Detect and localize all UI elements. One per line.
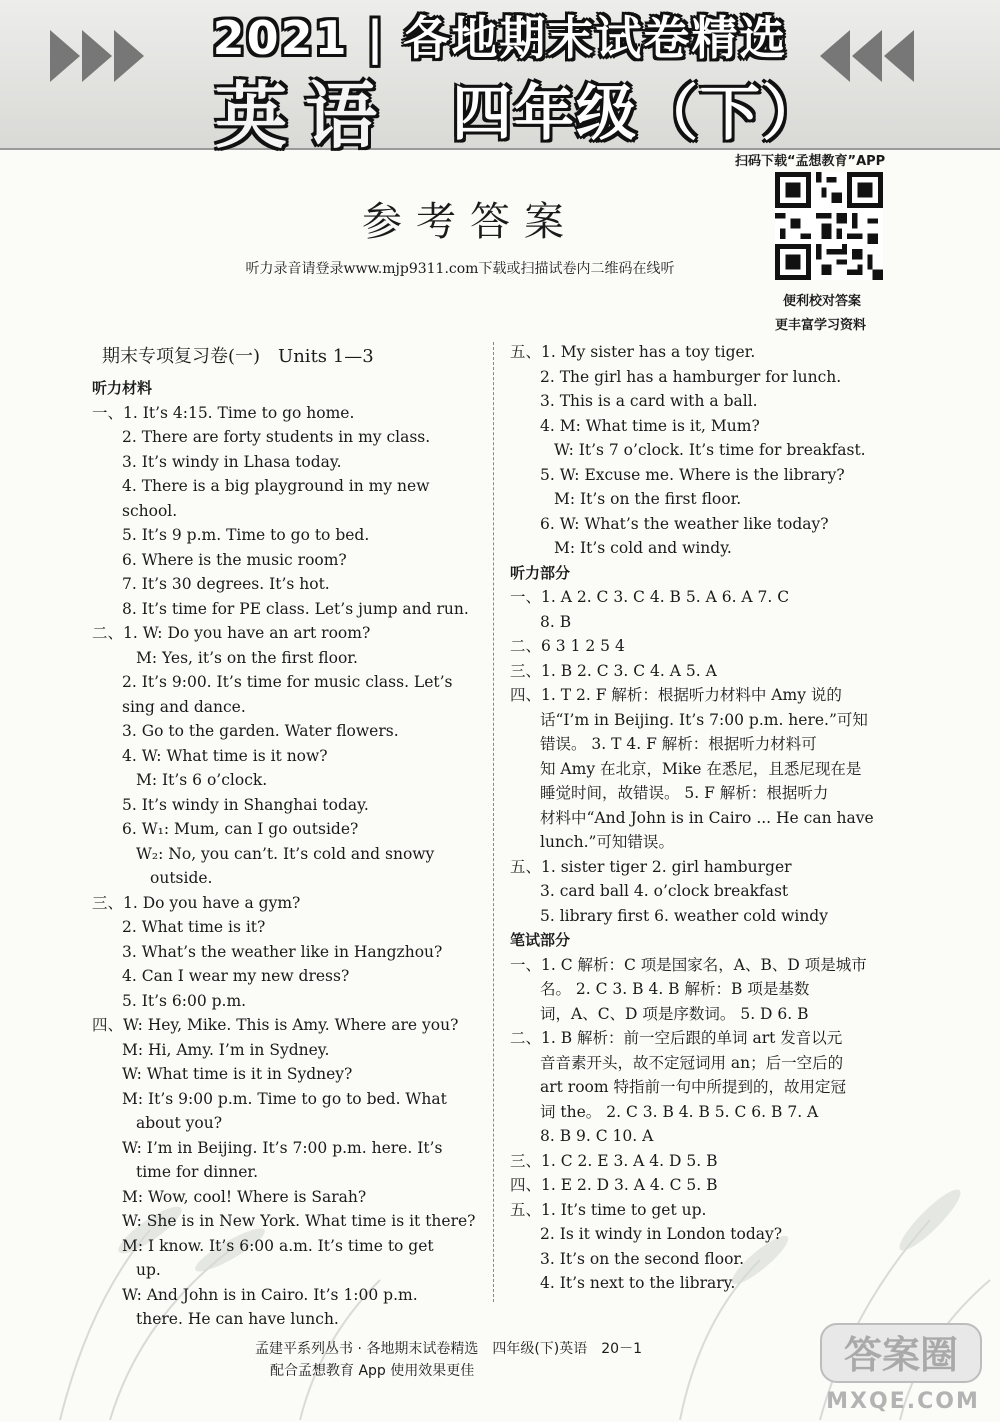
left-answer-line: 听力材料 (92, 379, 153, 397)
right-answer-line: 5. W: Excuse me. Where is the library? (540, 465, 845, 484)
left-answer-line: there. He can have lunch. (136, 1310, 339, 1328)
left-answer-line: 一、1. It’s 4:15. Time to go home. (92, 403, 355, 422)
left-answer-line: 7. It’s 30 degrees. It’s hot. (122, 575, 330, 593)
watermark-site-text: MXQE.COM (826, 1389, 980, 1414)
footer-app-note: 配合孟想教育 App 使用效果更佳 (270, 1363, 475, 1379)
left-answer-line: M: I know. It’s 6:00 a.m. It’s time to get (122, 1236, 434, 1255)
banner-grade: 四年级（下） (452, 79, 824, 149)
left-answer-line: 6. Where is the music room? (122, 550, 347, 569)
banner-subject: 英语 (215, 74, 396, 158)
left-answer-line: M: It’s 6 o’clock. (136, 771, 268, 789)
right-answer-line: 3. This is a card with a ball. (540, 392, 758, 410)
left-answer-line: M: Yes, it’s on the first floor. (136, 648, 358, 667)
left-answer-line: W: And John is in Cairo. It’s 1:00 p.m. (122, 1285, 418, 1304)
left-answer-line: M: It’s 9:00 p.m. Time to go to bed. What (122, 1089, 447, 1108)
right-answer-line: 听力部分 (510, 563, 571, 582)
right-answer-line: 2. The girl has a hamburger for lunch. (540, 367, 842, 386)
right-answer-line: 四、1. T 2. F 解析：根据听力材料中 Amy 说的 (510, 686, 842, 704)
right-answer-line: lunch.”可知错误。 (540, 833, 674, 851)
answer-column-right (510, 340, 898, 1296)
left-answer-line: 4. W: What time is it now? (122, 746, 328, 765)
right-answer-line: 材料中“And John is in Cairo ... He can have (540, 808, 874, 827)
qr-tagline-2: 更丰富学习资料 (775, 318, 867, 333)
right-answer-line: 2. Is it windy in London today? (540, 1225, 783, 1243)
right-answer-line: 8. B (540, 612, 572, 631)
left-answer-line: 3. It’s windy in Lhasa today. (122, 452, 342, 471)
left-answer-line: W: She is in New York. What time is it there? (122, 1212, 476, 1230)
right-answer-line: M: It’s on the first floor. (554, 490, 742, 508)
page-title: 参考答案 (362, 199, 578, 245)
left-answer-line: 5. It’s 9 p.m. Time to go to bed. (122, 526, 370, 544)
left-answer-line: 3. What’s the weather like in Hangzhou? (122, 942, 443, 961)
right-answer-line: 8. B 9. C 10. A (540, 1127, 654, 1145)
left-answer-line: 二、1. W: Do you have an art room? (92, 624, 371, 642)
right-answer-line: W: It’s 7 o’clock. It’s time for breakfast. (554, 441, 866, 459)
left-answer-line: 三、1. Do you have a gym? (92, 893, 301, 912)
footer-series-info: 孟建平系列丛书 · 各地期末试卷精选 四年级(下)英语 20－1 (255, 1341, 642, 1357)
right-answer-line: 笔试部分 (510, 931, 571, 949)
watermark-logo-text: 答案圈 (843, 1333, 959, 1377)
header-banner (0, 0, 1000, 158)
right-answer-line: 3. It’s on the second floor. (540, 1249, 745, 1268)
left-answer-line: 四、W: Hey, Mike. This is Amy. Where are you? (92, 1016, 459, 1034)
right-answer-line: 五、1. sister tiger 2. girl hamburger (510, 857, 792, 876)
right-answer-line: 一、1. C 解析：C 项是国家名，A、B、D 项是城市 (510, 955, 867, 974)
left-answer-line: 2. What time is it? (122, 918, 266, 936)
column-divider (493, 342, 494, 1302)
left-answer-line: 2. It’s 9:00. It’s time for music class. Let’s (122, 673, 453, 691)
right-answer-line: 6. W: What’s the weather like today? (540, 514, 829, 533)
answer-column-left (92, 340, 484, 1332)
right-answer-line: 二、1. B 解析：前一空后跟的单词 art 发音以元 (510, 1029, 843, 1047)
left-answer-line: 5. It’s 6:00 p.m. (122, 991, 247, 1010)
right-answer-line: 二、6 3 1 2 5 4 (510, 637, 625, 655)
right-answer-line: 错误。 3. T 4. F 解析：根据听力材料可 (540, 735, 817, 753)
right-answer-line: 词，A、C、D 项是序数词。 5. D 6. B (540, 1004, 809, 1023)
left-answer-line: M: Wow, cool! Where is Sarah? (122, 1187, 367, 1206)
right-answer-line: 三、1. B 2. C 3. C 4. A 5. A (510, 661, 717, 680)
right-answer-line: 4. It’s next to the library. (540, 1274, 736, 1292)
left-answer-line: 4. There is a big playground in my new school. (122, 477, 430, 520)
qr-caption: 扫码下载“孟想教育”APP (735, 154, 886, 169)
left-answer-line: 2. There are forty students in my class. (122, 428, 431, 446)
left-answer-line: 6. W₁: Mum, can I go outside? (122, 820, 359, 838)
qr-tagline-1: 便利校对答案 (783, 294, 862, 309)
left-answer-line: up. (136, 1261, 161, 1279)
right-answer-line: art room 特指前一句中所提到的，故用定冠 (540, 1078, 847, 1096)
left-answer-line: outside. (150, 869, 213, 887)
right-answer-line: 五、1. My sister has a toy tiger. (510, 343, 756, 361)
watermark-logo (815, 1316, 990, 1416)
left-answer-line: M: Hi, Amy. I’m in Sydney. (122, 1040, 330, 1059)
left-answer-line: 5. It’s windy in Shanghai today. (122, 795, 369, 814)
left-answer-line: 4. Can I wear my new dress? (122, 967, 350, 985)
right-answer-line: 话“I’m in Beijing. It’s 7:00 p.m. here.”可知 (540, 710, 868, 729)
audio-download-note: 听力录音请登录www.mjp9311.com下载或扫描试卷内二维码在线听 (245, 261, 675, 277)
right-answer-line: 词 the。 2. C 3. B 4. B 5. C 6. B 7. A (540, 1102, 819, 1121)
right-answer-line: M: It’s cold and windy. (554, 539, 732, 557)
right-answer-line: 3. card ball 4. o’clock breakfast (540, 882, 789, 900)
left-answer-line: W: I’m in Beijing. It’s 7:00 p.m. here. It’s (122, 1138, 443, 1157)
right-answer-line: 知 Amy 在北京，Mike 在悉尼，且悉尼现在是 (540, 759, 862, 778)
section-title: 期末专项复习卷(一) Units 1—3 (102, 346, 374, 367)
left-answer-line: about you? (136, 1114, 223, 1132)
right-answer-line: 4. M: What time is it, Mum? (540, 416, 760, 435)
right-answer-line: 睡觉时间，故错误。 5. F 解析：根据听力 (540, 784, 829, 802)
left-answer-line: 3. Go to the garden. Water flowers. (122, 722, 399, 740)
left-answer-line: sing and dance. (122, 697, 246, 716)
right-answer-line: 名。 2. C 3. B 4. B 解析：B 项是基数 (540, 980, 810, 998)
right-answer-line: 四、1. E 2. D 3. A 4. C 5. B (510, 1176, 718, 1194)
left-answer-line: 8. It’s time for PE class. Let’s jump and run. (122, 599, 469, 618)
right-answer-line: 三、1. C 2. E 3. A 4. D 5. B (510, 1151, 718, 1170)
right-answer-line: 一、1. A 2. C 3. C 4. B 5. A 6. A 7. C (510, 588, 790, 606)
banner-title: 2021 | 各地期末试卷精选 (212, 11, 788, 65)
right-answer-line: 五、1. It’s time to get up. (510, 1200, 707, 1219)
left-answer-line: W₂: No, you can’t. It’s cold and snowy (136, 844, 435, 863)
right-answer-line: 音音素开头，故不定冠词用 an；后一空后的 (540, 1053, 844, 1072)
left-answer-line: time for dinner. (136, 1163, 259, 1181)
right-answer-line: 5. library first 6. weather cold windy (540, 906, 828, 925)
left-answer-line: W: What time is it in Sydney? (122, 1065, 353, 1083)
